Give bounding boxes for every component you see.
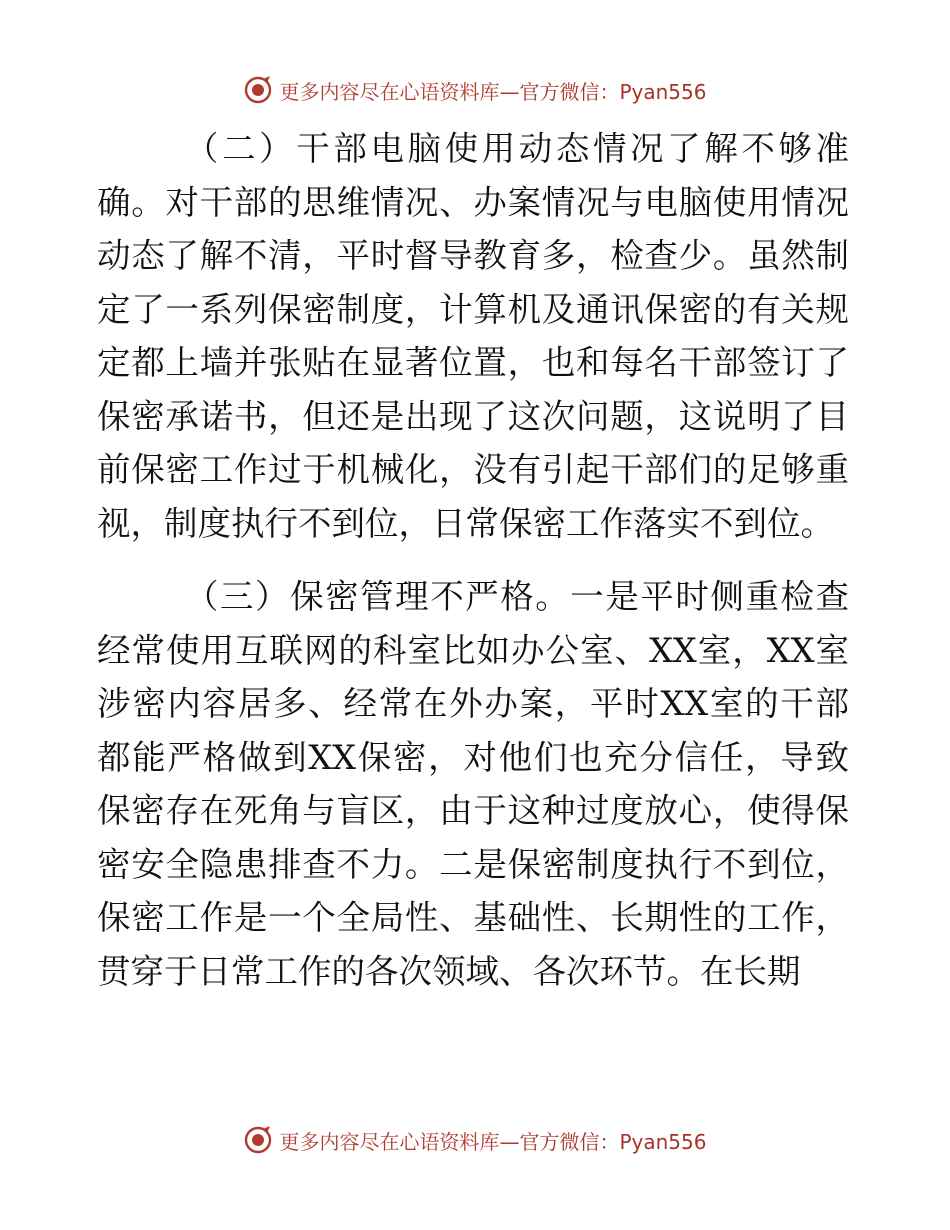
paragraph-gap	[97, 550, 849, 570]
text-line: 确。对干部的思维情况、办案情况与电脑使用情况	[97, 182, 849, 222]
paragraph-three	[97, 570, 849, 998]
footer-banner-text	[279, 1126, 706, 1155]
text-line: 定都上墙并张贴在显著位置，也和每名干部签订了	[97, 343, 849, 382]
red-pen-logo-icon	[243, 1125, 273, 1155]
text-line: 前保密工作过于机械化，没有引起干部们的足够重	[97, 450, 849, 489]
header-banner-text	[279, 76, 706, 105]
text-line: 动态了解不清，平时督导教育多，检查少。虽然制	[97, 236, 849, 275]
text-line: 都能严格做到XX保密，对他们也充分信任，导致	[97, 737, 849, 777]
text-line: 经常使用互联网的科室比如办公室、XX室，XX室	[97, 630, 849, 670]
paragraph-two	[97, 122, 849, 550]
text-line: 保密工作是一个全局性、基础性、长期性的工作，	[97, 898, 849, 937]
footer-promo-text: 更多内容尽在心语资料库	[279, 1129, 500, 1154]
text-line: 定了一系列保密制度，计算机及通讯保密的有关规	[97, 289, 849, 329]
header-banner	[0, 70, 950, 110]
footer-contact: 官方微信：Pyan556	[519, 1129, 707, 1154]
text-line: 贯穿于日常工作的各次领域、各次环节。在长期	[97, 951, 801, 991]
header-separator: —	[499, 79, 520, 104]
text-line: （二）干部电脑使用动态情况了解不够准	[185, 129, 849, 168]
header-contact: 官方微信：Pyan556	[519, 79, 707, 104]
text-line: 保密承诺书，但还是出现了这次问题，这说明了目	[97, 396, 849, 436]
text-line: （三）保密管理不严格。一是平时侧重检查	[185, 577, 849, 616]
header-promo-text: 更多内容尽在心语资料库	[279, 79, 500, 104]
text-line: 密安全隐患排查不力。二是保密制度执行不到位，	[97, 844, 849, 884]
footer-separator: —	[499, 1129, 520, 1154]
footer-banner	[0, 1120, 950, 1160]
red-pen-logo-icon	[243, 75, 273, 105]
text-line: 保密存在死角与盲区，由于这种过度放心，使得保	[97, 791, 849, 830]
document-body	[97, 122, 849, 998]
text-line: 涉密内容居多、经常在外办案，平时XX室的干部	[97, 684, 849, 723]
text-line: 视，制度执行不到位，日常保密工作落实不到位。	[97, 503, 834, 543]
